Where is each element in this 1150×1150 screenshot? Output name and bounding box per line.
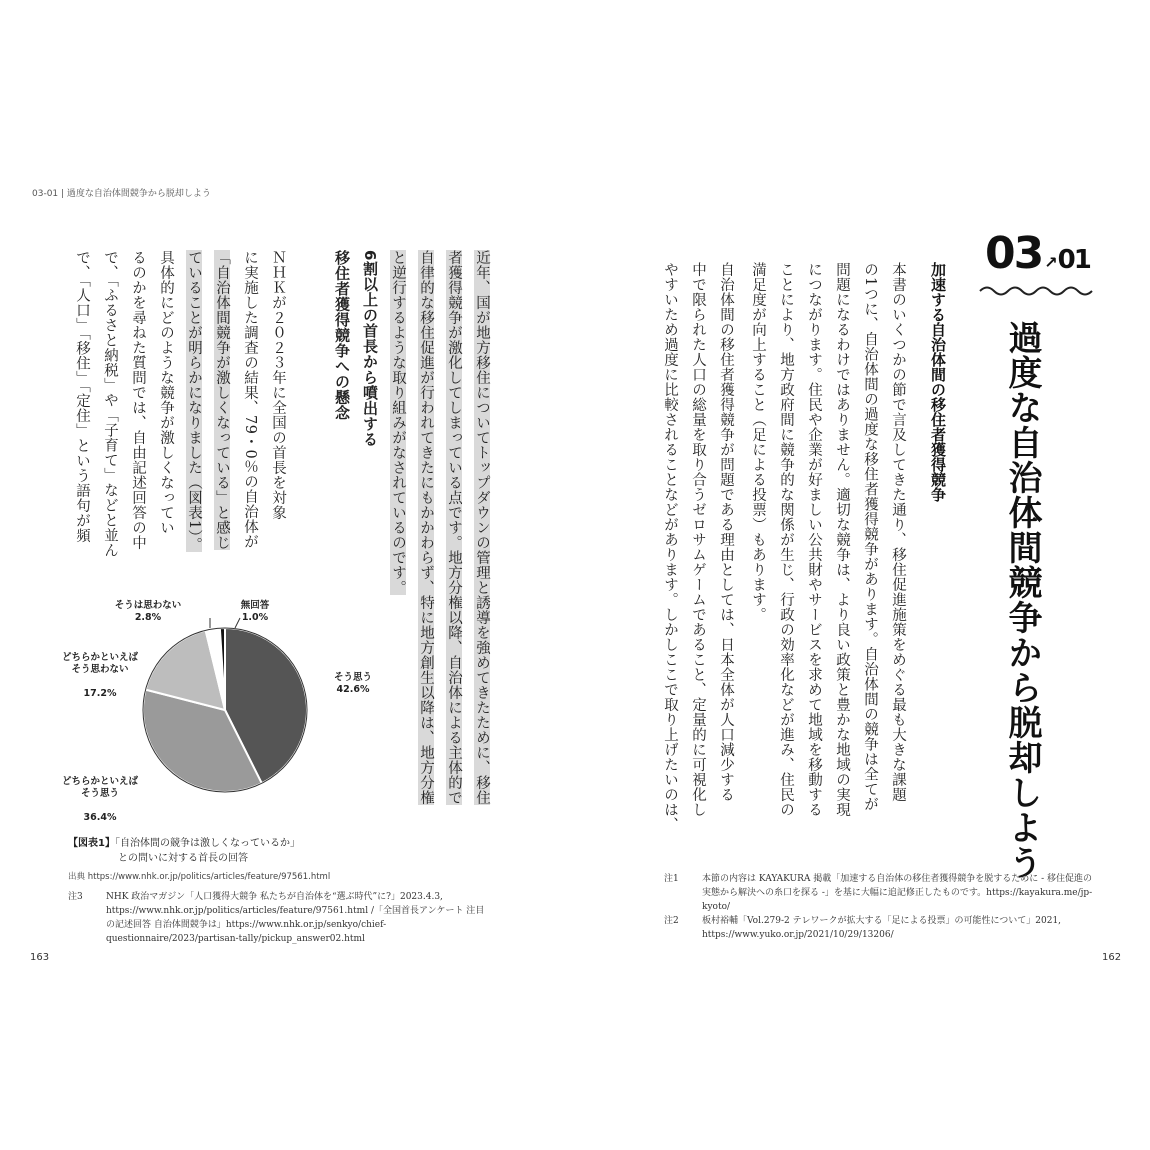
figure-caption-line1: 「自治体間の競争は激しくなっているか」: [114, 838, 300, 849]
pie-label-sou-wa-omowanai: [98, 600, 198, 624]
section-heading-left: [324, 250, 384, 550]
body-paragraph-left: [62, 250, 292, 580]
body-line: ＮＨＫが２０２３年に全国の首長を対象: [270, 250, 286, 520]
chapter-number-main: 03: [985, 228, 1043, 279]
body-line: 本書のいくつかの節で言及してきた通り、移住促進施策をめぐる最も大きな課題: [890, 262, 906, 802]
intro-line: と逆行するような取り組みがなされているのです。: [390, 250, 406, 595]
body-line: やすいため過度に比較されることなどがあります。しかしここで取り上げたいのは、: [662, 262, 678, 832]
source-url[interactable]: https://www.nhk.or.jp/politics/articles/feature/97561.html: [87, 872, 331, 882]
slice-label: そう思う: [333, 672, 372, 683]
slice-label: どちらかといえば そう思わない: [61, 652, 138, 675]
wavy-underline: [978, 282, 1096, 300]
section-heading-right: 加速する自治体間の移住者獲得競争: [929, 262, 947, 502]
chapter-number: [985, 228, 1090, 279]
footnote-text: 板村裕輔「Vol.279-2 テレワークが拡大する「足による投票」の可能性について」2021, https://www.yuko.or.jp/2021/10/29/13206/: [702, 916, 1062, 940]
footnote-label: 注1: [664, 874, 679, 884]
page-number-left: 163: [30, 952, 50, 963]
page-number-right: 162: [1102, 952, 1122, 963]
footnote-right-1: [664, 872, 1094, 914]
footnote-label: 注2: [664, 916, 679, 926]
source-label: 出典: [68, 872, 86, 882]
footnote-left: [68, 890, 488, 946]
figure-caption-line2: との問いに対する首長の回答: [118, 853, 248, 864]
body-line: 満足度が向上すること（足による投票）もあります。: [750, 262, 766, 622]
intro-line: 近年、国が地方移住についてトップダウンの管理と誘導を強めてきたために、移住: [474, 250, 490, 805]
pie-label-mukaitou: [225, 600, 285, 624]
body-line: 具体的にどのような競争が激しくなってい: [158, 250, 174, 535]
footnote-text: NHK 政治マガジン「人口獲得大競争 私たちが自治体を“選ぶ時代”に?」2023.4.3, https://www.nhk.or.jp/politics/articles/feature/97561.html /「全国首長アンケート 注目の記述回答 自治体間競争は」https://www.nhk.or.jp/senkyo/chief-questionnaire/2023/partisan-tally/pickup_answer02.html: [106, 892, 485, 944]
paragraph-right-2: [654, 262, 740, 852]
footnote-label: 注3: [68, 892, 83, 902]
paragraph-right-1: [740, 262, 912, 852]
body-line: の1つに、自治体間の過度な移住者獲得競争があります。自治体間の競争は全てが: [862, 262, 878, 812]
chapter-number-sub: 01: [1057, 245, 1090, 275]
body-line: ていることが明らかになりました（図表1）。: [186, 250, 202, 553]
slice-value: 17.2%: [83, 688, 117, 699]
intro-line: 者獲得競争が激化してしまっている点です。地方分権以降、自治体による主体的で: [446, 250, 462, 805]
figure-caption: [68, 836, 300, 866]
body-line: 中で限られた人口の総量を取り合うゼロサムゲームであること、定量的に可視化し: [690, 262, 706, 817]
body-line: ことにより、地方政府間に競争的な関係が生じ、行政の効率化などが進み、住民の: [778, 262, 794, 817]
intro-line: 自律的な移住促進が行われてきたにもかかわらず、特に地方創生以降は、地方分権: [418, 250, 434, 805]
slice-label: そうは思わない: [114, 600, 182, 611]
body-line: 「自治体間競争が激しくなっている」と感じ: [214, 250, 230, 550]
slice-value: 42.6%: [336, 684, 370, 695]
body-line: で、「人口」「移住」「定住」という語句が頻: [74, 250, 90, 544]
footnote-text: 本節の内容は KAYAKURA 掲載「加速する自治体の移住者獲得競争を脱するために - 移住促進の実態から解決への糸口を探る -」を基に大幅に追記修正したものです。https://kayakura.me/jp-kyoto/: [702, 874, 1093, 912]
footnote-right-2: [664, 914, 1094, 942]
body-line: るのかを尋ねた質問では、自由記述回答の中: [130, 250, 146, 550]
pie-label-sou-omou: [318, 672, 388, 696]
body-line: 問題になるわけではありません。適切な競争は、より良い政策と豊かな地域の実現: [834, 262, 850, 817]
pie-slices: [143, 628, 307, 792]
slice-label: どちらかといえば そう思う: [61, 776, 138, 799]
running-header: 03-01 | 過度な自治体間競争から脱却しよう: [32, 189, 211, 199]
pie-label-dochiraka-omowanai: [40, 640, 160, 712]
pie-label-dochiraka-omou: [40, 764, 160, 836]
chapter-arrow-icon: ↗: [1044, 253, 1056, 272]
section-heading-line2: 移住者獲得競争への懸念: [333, 250, 351, 421]
slice-value: 1.0%: [241, 612, 269, 623]
slice-label: 無回答: [240, 600, 270, 611]
figure-label: 【図表1】: [68, 838, 115, 849]
body-line: で、「ふるさと納税」や「子育て」などと並ん: [102, 250, 118, 558]
chapter-title: 過度な自治体間競争から脱却しよう: [1002, 320, 1042, 880]
slice-value: 2.8%: [134, 612, 162, 623]
body-line: 自治体間の移住者獲得競争が問題である理由としては、日本全体が人口減少する: [718, 262, 734, 802]
body-line: につながります。住民や企業が好ましい公共財やサービスを求めて地域を移動する: [806, 262, 822, 817]
section-heading-line1: 6割以上の首長から噴出する: [361, 250, 379, 447]
slice-value: 36.4%: [83, 812, 117, 823]
figure-source: [68, 870, 330, 882]
body-line: に実施した調査の結果、79・0％の自治体が: [242, 250, 258, 550]
